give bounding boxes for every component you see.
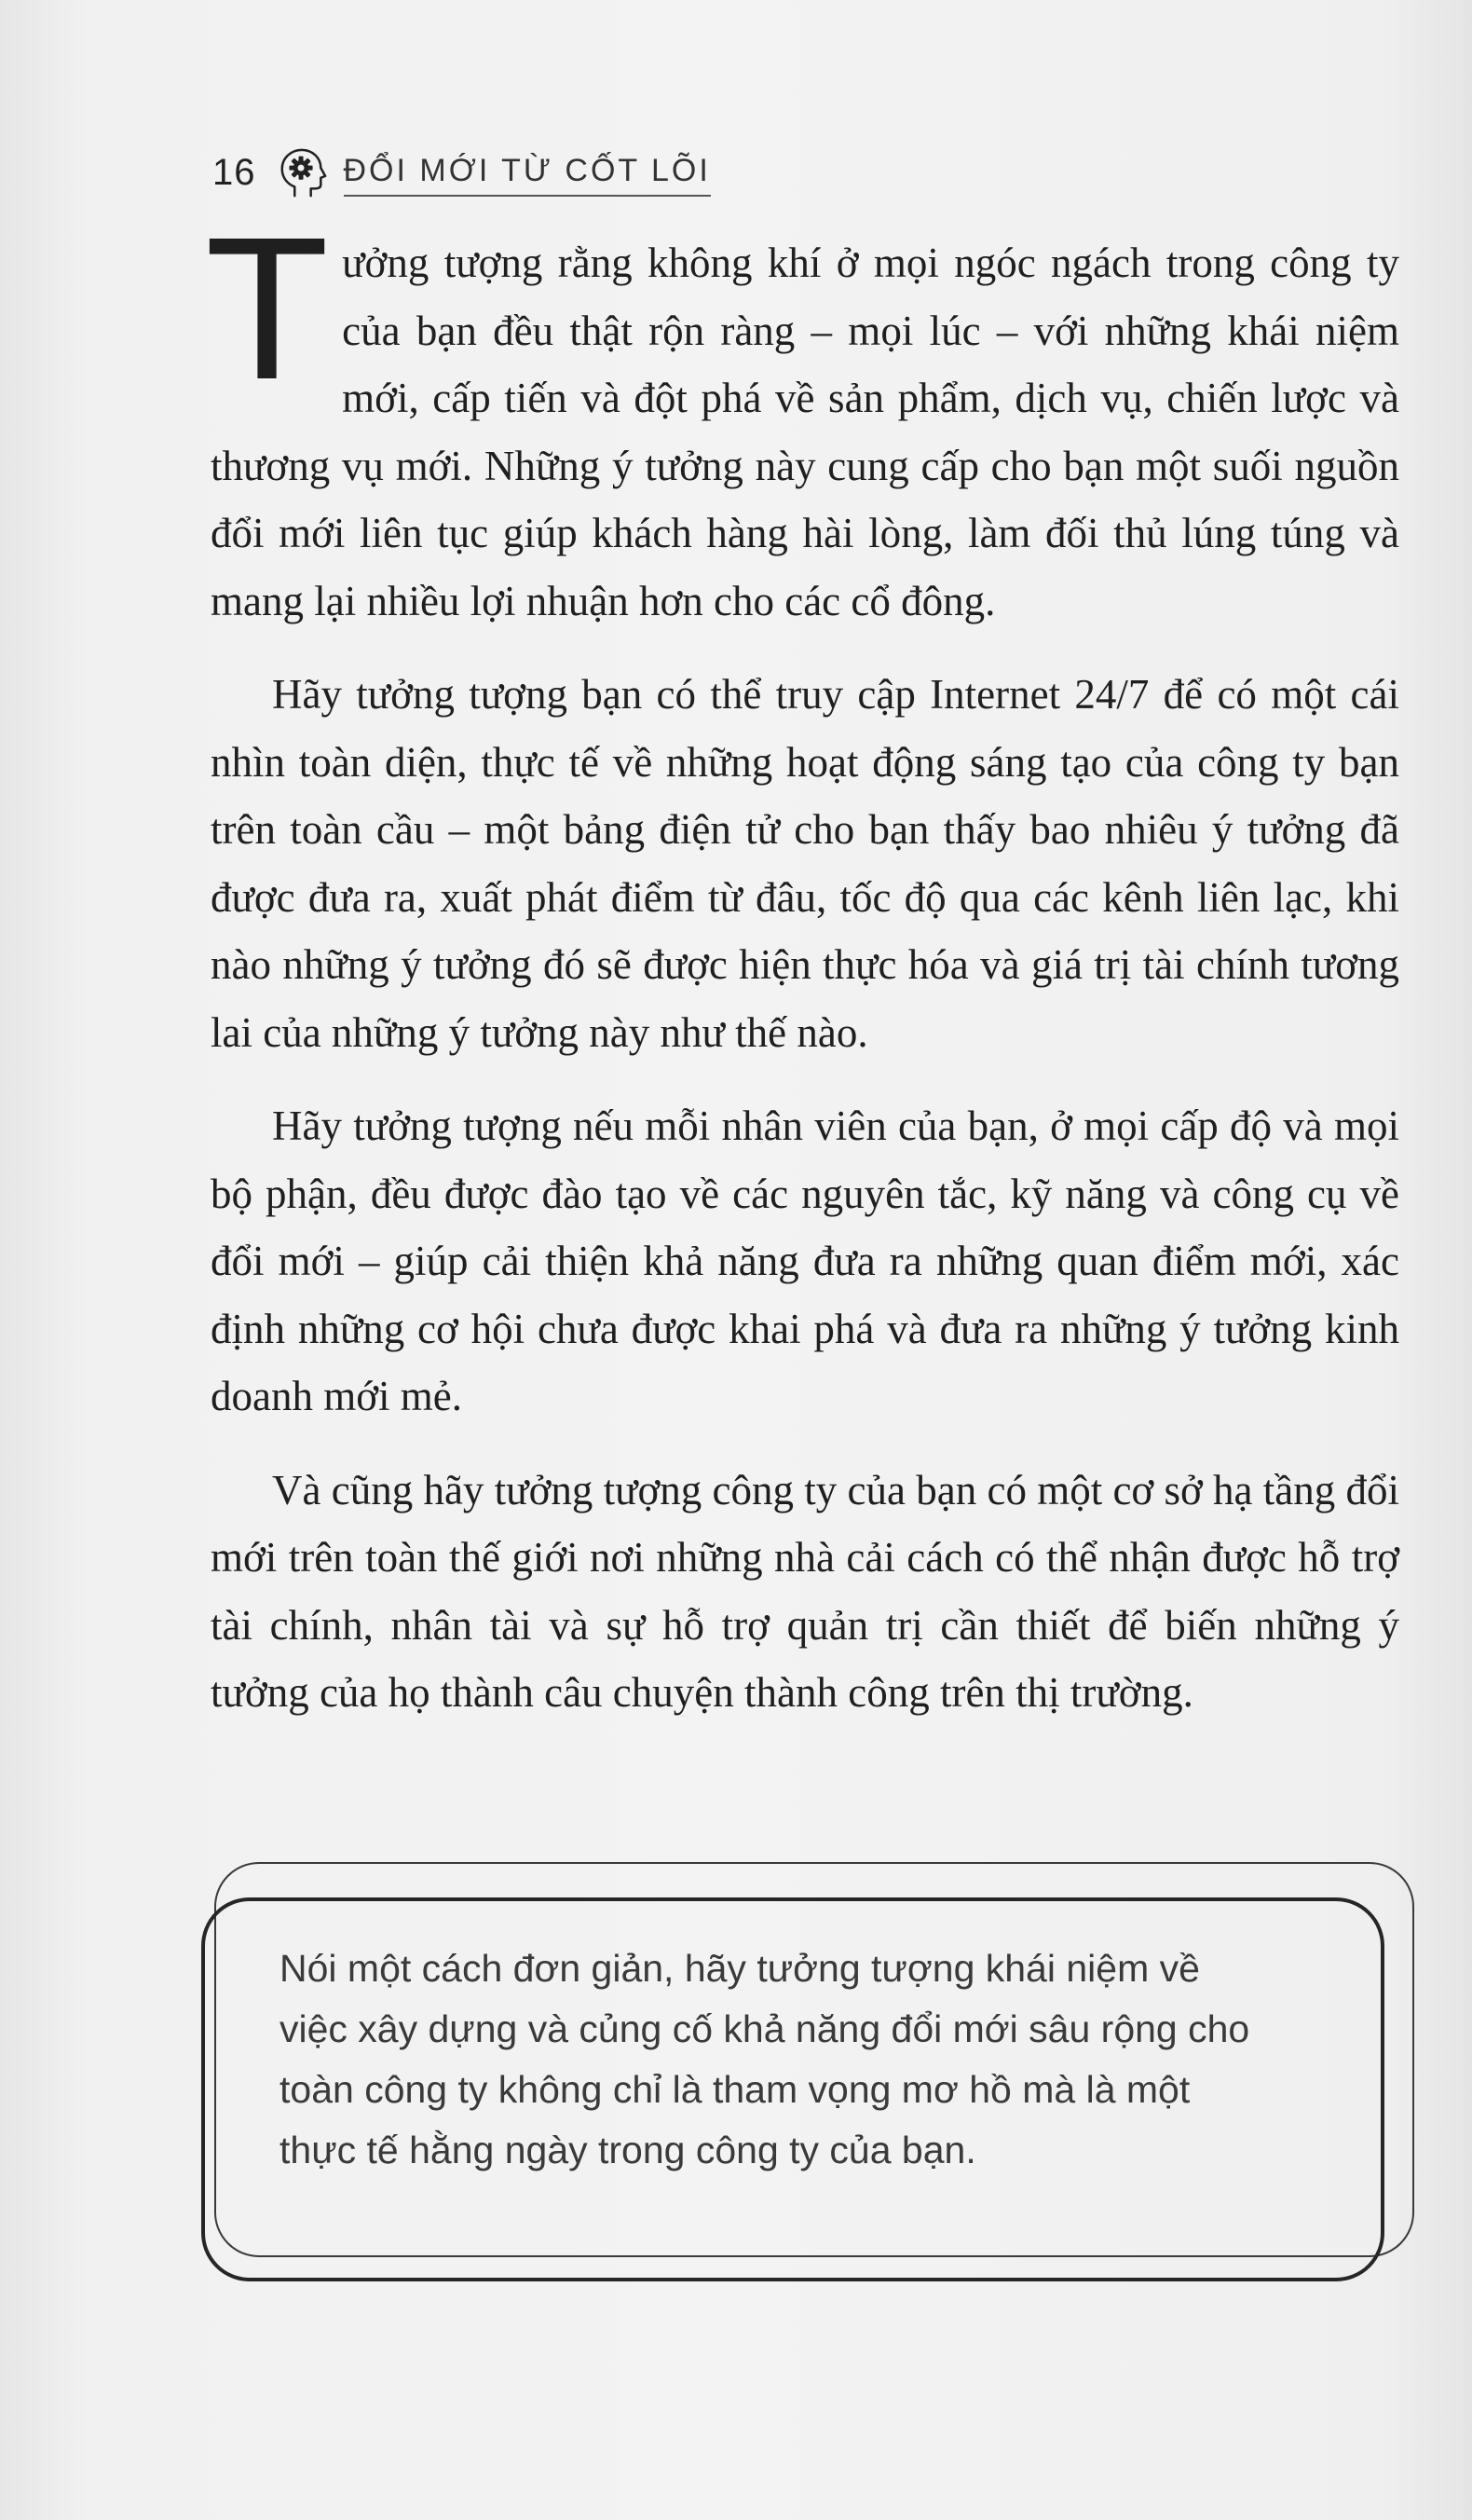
paragraph-1 [205, 196, 1399, 635]
running-title: ĐỔI MỚI TỪ CỐT LÕI [344, 153, 711, 197]
paragraph-2: Hãy tưởng tượng bạn có thể truy cập Internet 24/7 để có một cái nhìn toàn diện, thực tế về những hoạt động sáng tạo của công ty bạn trên toàn cầu – một bảng điện tử cho bạn thấy bao nhiêu ý tưởng đã được đưa ra, xuất phát điểm từ đâu, tốc độ qua các kênh liên lạc, khi nào những ý tưởng đó sẽ được hiện thực hóa và giá trị tài chính tương lai của những ý tưởng này như thế nào. [211, 671, 1399, 1056]
callout-line-3: toàn công ty không chỉ là tham vọng mơ hồ mà là một [279, 2068, 1191, 2111]
page-number: 16 [212, 151, 256, 193]
callout-line-2: việc xây dựng và củng cố khả năng đổi mới sâu rộng cho [279, 2007, 1250, 2050]
paragraph-1-text: ưởng tượng rằng không khí ở mọi ngóc ngách trong công ty của bạn đều thật rộn ràng – mọi lúc – với những khái niệm mới, cấp tiến và đột phá về sản phẩm, dịch vụ, chiến lược và thương vụ mới. Những ý tưởng này cung cấp cho bạn một suối nguồn đổi mới liên tục giúp khách hàng hài lòng, làm đối thủ lúng túng và mang lại nhiều lợi nhuận hơn cho các cổ đông. [211, 240, 1399, 624]
callout-line-4: thực tế hằng ngày trong công ty của bạn. [279, 2129, 976, 2171]
body-text [205, 196, 1399, 1727]
drop-cap: T [205, 196, 330, 422]
paragraph-3: Hãy tưởng tượng nếu mỗi nhân viên của bạn, ở mọi cấp độ và mọi bộ phận, đều được đào tạo về các nguyên tắc, kỹ năng và công cụ về đổi mới – giúp cải thiện khả năng đưa ra những quan điểm mới, xác định những cơ hội chưa được khai phá và đưa ra những ý tưởng kinh doanh mới mẻ. [211, 1102, 1399, 1419]
callout-line-1: Nói một cách đơn giản, hãy tưởng tượng khái niệm về [279, 1947, 1200, 1990]
callout-text [279, 1938, 1342, 2181]
head-gear-icon [275, 145, 329, 199]
paragraph-4: Và cũng hãy tưởng tượng công ty của bạn có một cơ sở hạ tầng đổi mới trên toàn thế giới nơi những nhà cải cách có thể nhận được hỗ trợ tài chính, nhân tài và sự hỗ trợ quản trị cần thiết để biến những ý tưởng của họ thành câu chuyện thành công trên thị trường. [211, 1466, 1399, 1716]
